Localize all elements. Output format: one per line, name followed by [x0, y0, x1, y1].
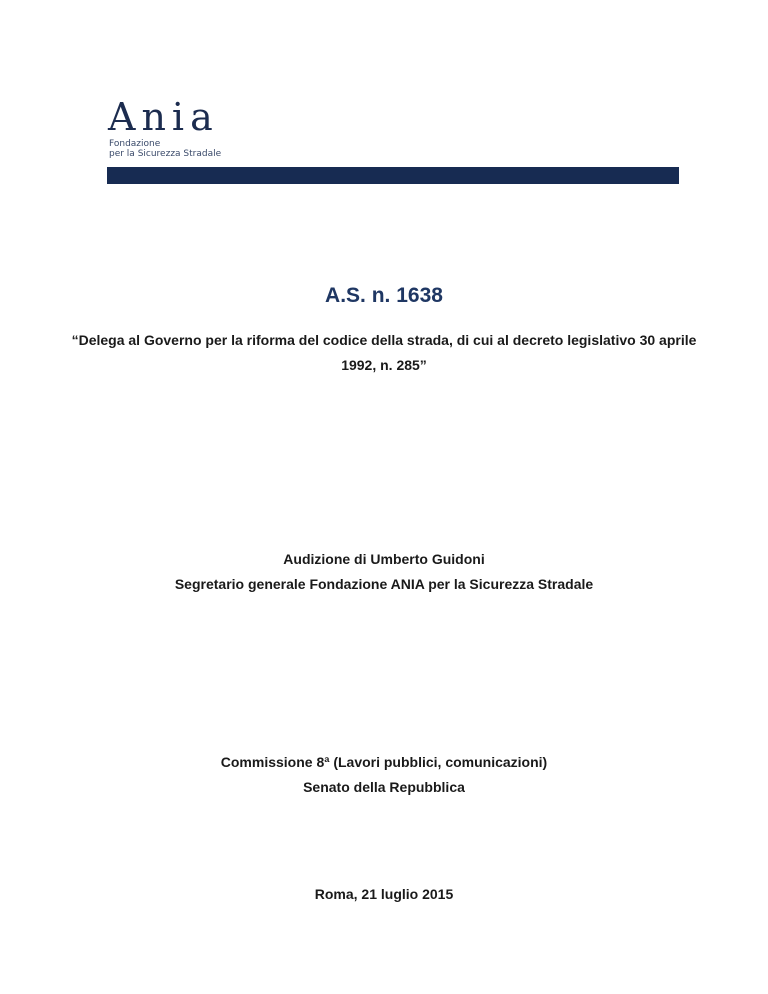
logo-wordmark: Ania — [108, 95, 219, 139]
logo-subtitle — [109, 139, 221, 159]
header-bar — [107, 167, 679, 184]
document-title: A.S. n. 1638 — [325, 284, 443, 307]
ania-logo — [108, 97, 268, 163]
document-subtitle-line1: “Delega al Governo per la riforma del codice della strada, di cui al decreto legislativo 30 aprile — [71, 332, 697, 348]
commissione-institution: Senato della Repubblica — [303, 779, 465, 795]
logo-subtitle-line1: Fondazione — [109, 139, 161, 149]
logo-subtitle-line2: per la Sicurezza Stradale — [109, 149, 222, 159]
audizione-speaker: Audizione di Umberto Guidoni — [283, 551, 485, 567]
commissione-name: Commissione 8ª (Lavori pubblici, comunicazioni) — [220, 754, 548, 770]
audizione-role: Segretario generale Fondazione ANIA per la Sicurezza Stradale — [174, 576, 594, 592]
document-subtitle-line2: 1992, n. 285” — [341, 357, 427, 373]
document-date: Roma, 21 luglio 2015 — [314, 886, 454, 902]
